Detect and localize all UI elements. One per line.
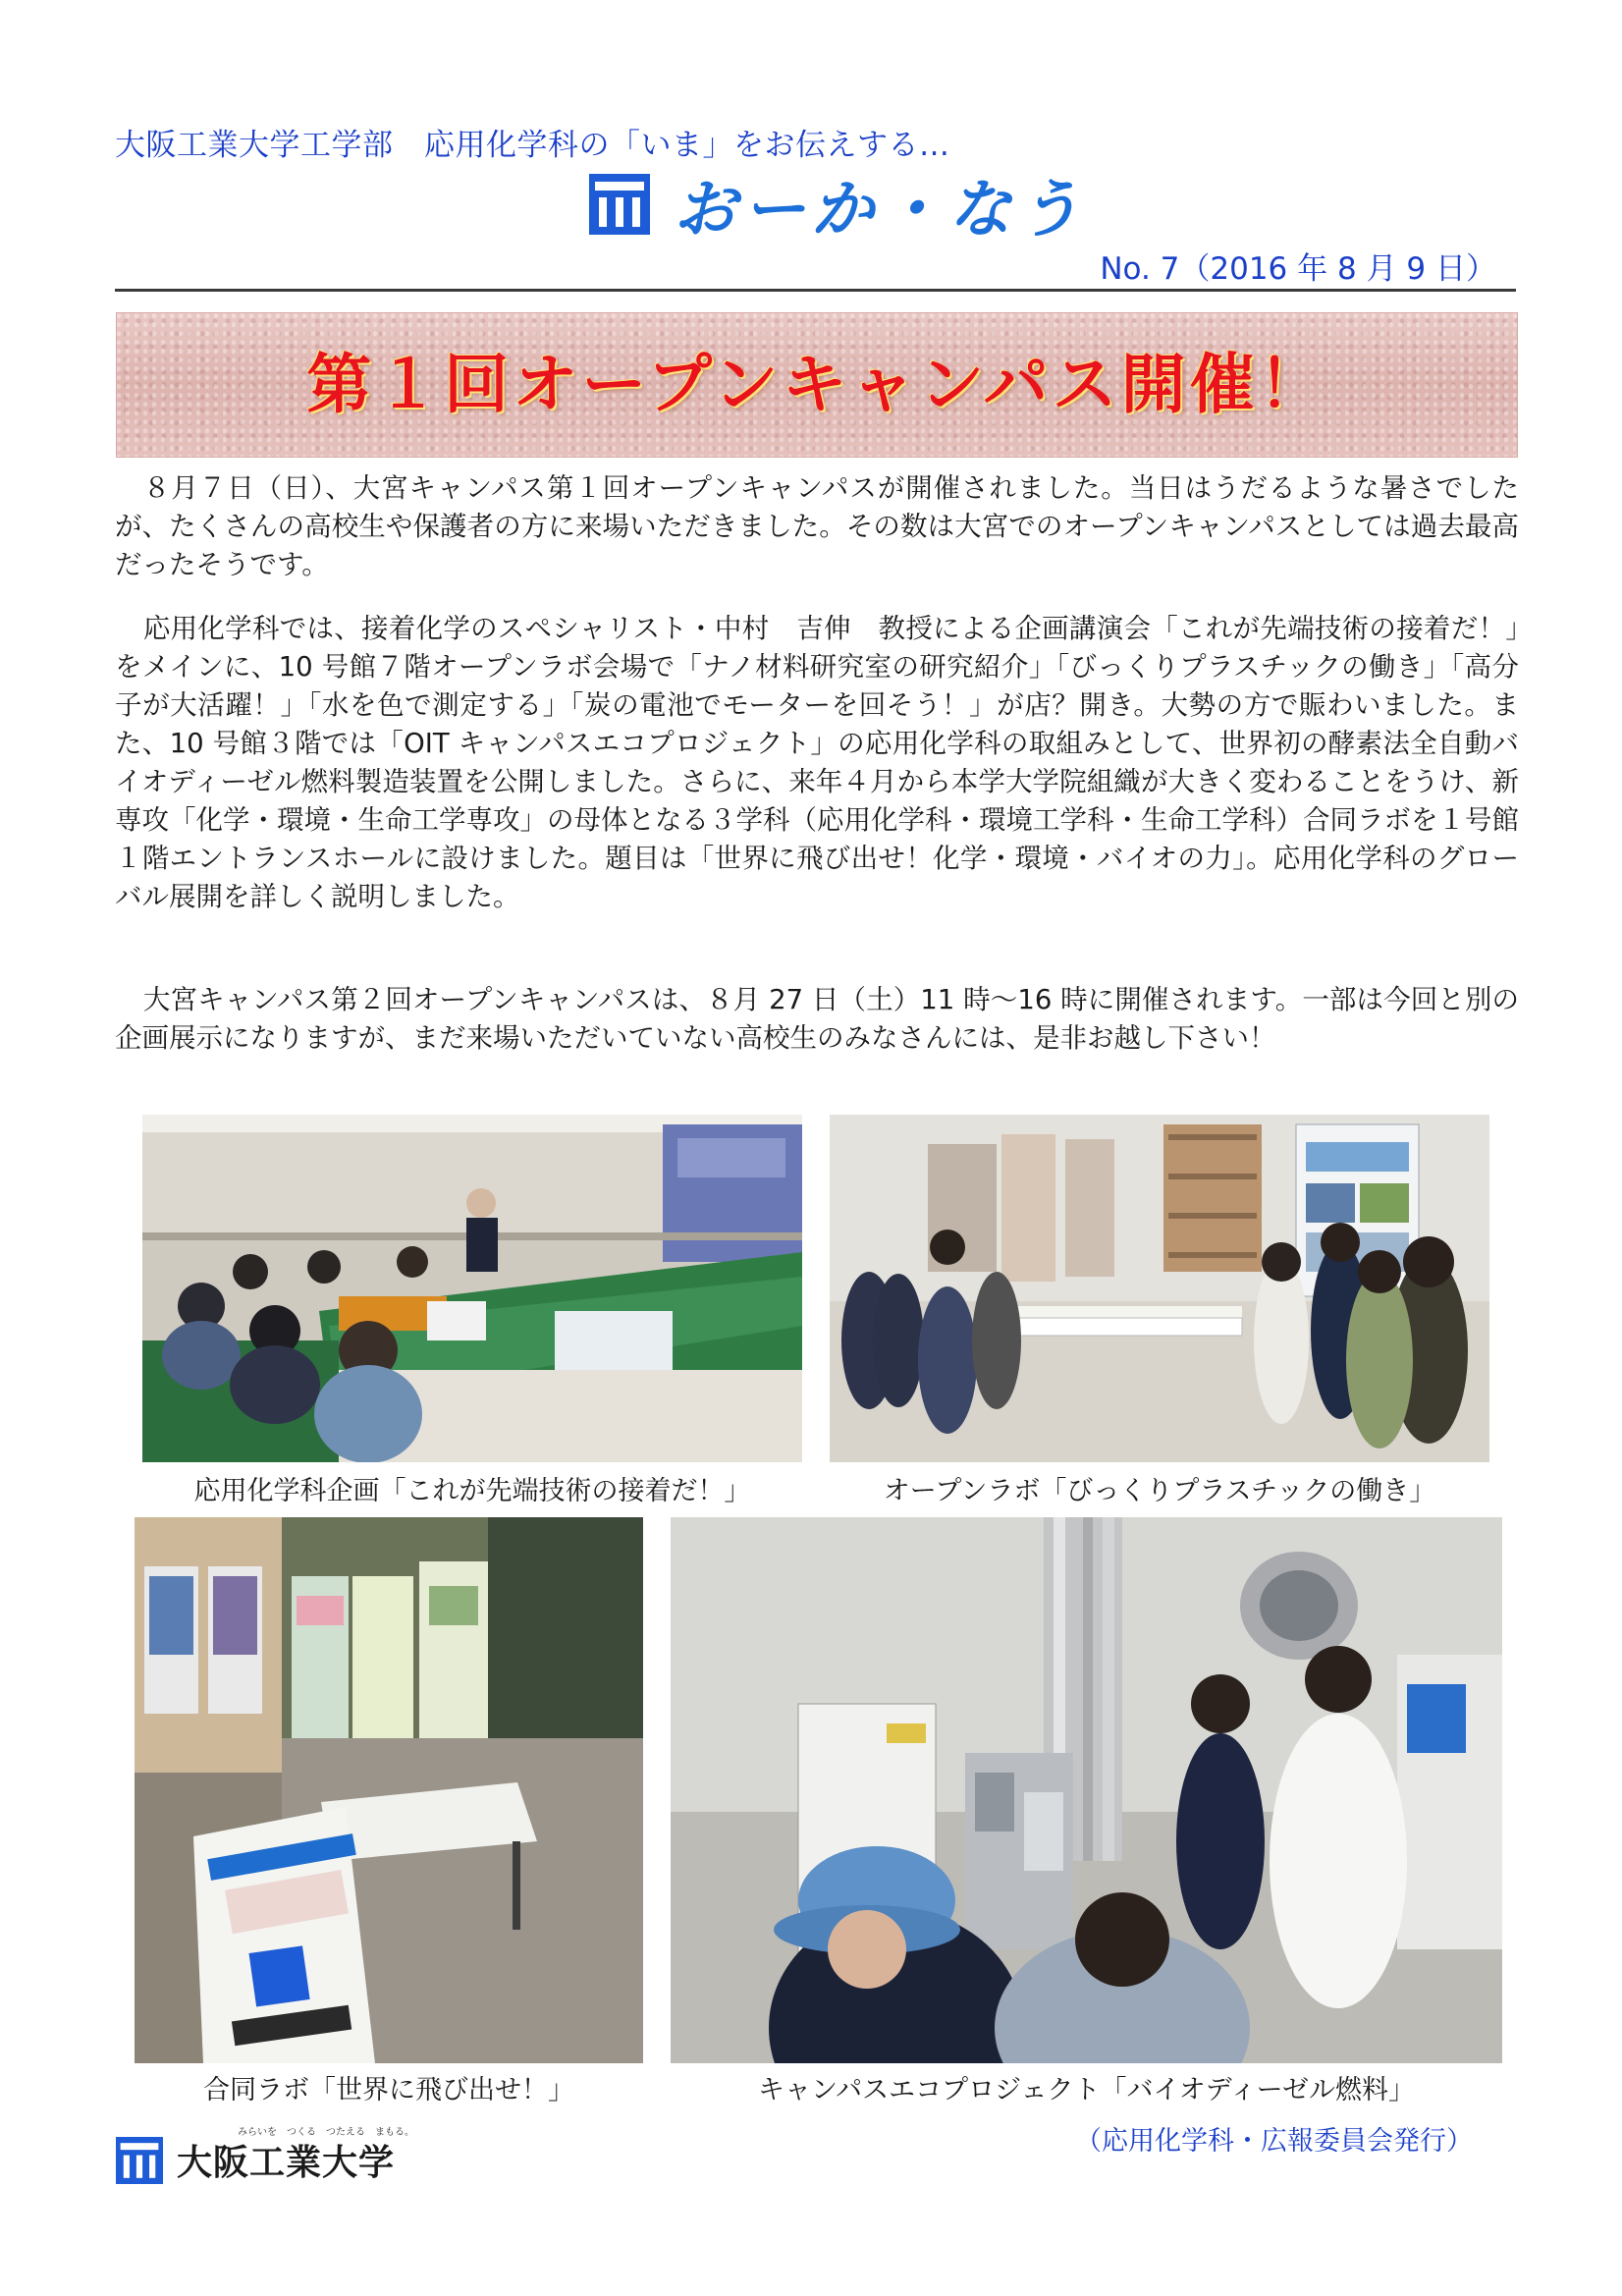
photo-caption-2: オープンラボ「びっくりプラスチックの働き」 (883, 1476, 1436, 1506)
headline-banner (116, 312, 1518, 458)
footer-university-logo (116, 2127, 414, 2185)
photo-caption-4: キャンパスエコプロジェクト「バイオディーゼル燃料」 (757, 2075, 1416, 2105)
article-paragraph-1: ８月７日（日）、大宮キャンパス第１回オープンキャンパスが開催されました。当日はうだるような暑さでしたが、たくさんの高校生や保護者の方に来場いただきました。その数は大宮でのオープンキャンパスとしては過去最高だったそうです。 (115, 472, 1519, 580)
photo-joint-lab (135, 1517, 643, 2063)
photo-open-lab (830, 1115, 1489, 1462)
issue-number-date: No. 7（2016 年 8 月 9 日） (1100, 251, 1496, 287)
publisher-credit: （応用化学科・広報委員会発行） (1075, 2126, 1473, 2157)
newsletter-title: おーか・なう (674, 174, 1086, 246)
oit-logo-icon (589, 174, 650, 235)
article-paragraph-3: 大宮キャンパス第２回オープンキャンパスは、８月 27 日（土）11 時～16 時に開催されます。一部は今回と別の企画展示になりますが、まだ来場いただいていない高校生のみなさんには、是非お越し下さい！ (115, 984, 1519, 1054)
photo-caption-3: 合同ラボ「世界に飛び出せ！」 (203, 2075, 574, 2105)
article-paragraph-2: 応用化学科では、接着化学のスペシャリスト・中村 吉伸 教授による企画講演会「これが先端技術の接着だ！」をメインに、10 号館７階オープンラボ会場で「ナノ材料研究室の研究紹介」「びっくりプラスチックの働き」「高分子が大活躍！」「水を色で測定する」「炭の電池でモーターを回そう！」が店？開き。大勢の方で賑わいました。また、10 号館３階では「OIT キャンパスエコプロジェクト」の応用化学科の取組みとして、世界初の酵素法全自動バイオディーゼル燃料製造装置を公開しました。さらに、来年４月から本学大学院組織が大きく変わることをうけ、新専攻「化学・環境・生命工学専攻」の母体となる３学科（応用化学科・環境工学科・生命工学科）合同ラボを１号館１階エントランスホールに設けました。題目は「世界に飛び出せ！化学・環境・バイオの力」。応用化学科のグローバル展開を詳しく説明しました。 (115, 613, 1519, 912)
oit-logo-icon (116, 2137, 163, 2184)
photo-biodiesel-project (671, 1517, 1502, 2063)
newsletter-kicker: 大阪工業大学工学部 応用化学科の「いま」をお伝えする… (115, 128, 950, 163)
photo-lecture (142, 1115, 802, 1462)
header-divider (115, 289, 1516, 292)
footer-university-name: 大阪工業大学 (177, 2143, 396, 2183)
masthead (589, 165, 1086, 244)
footer-tagline: みらいを つくる つたえる まもる。 (238, 2127, 414, 2138)
photo-caption-1: 応用化学科企画「これが先端技術の接着だ！」 (193, 1476, 751, 1506)
headline-title: 第１回オープンキャンパス開催！ (306, 347, 1327, 422)
